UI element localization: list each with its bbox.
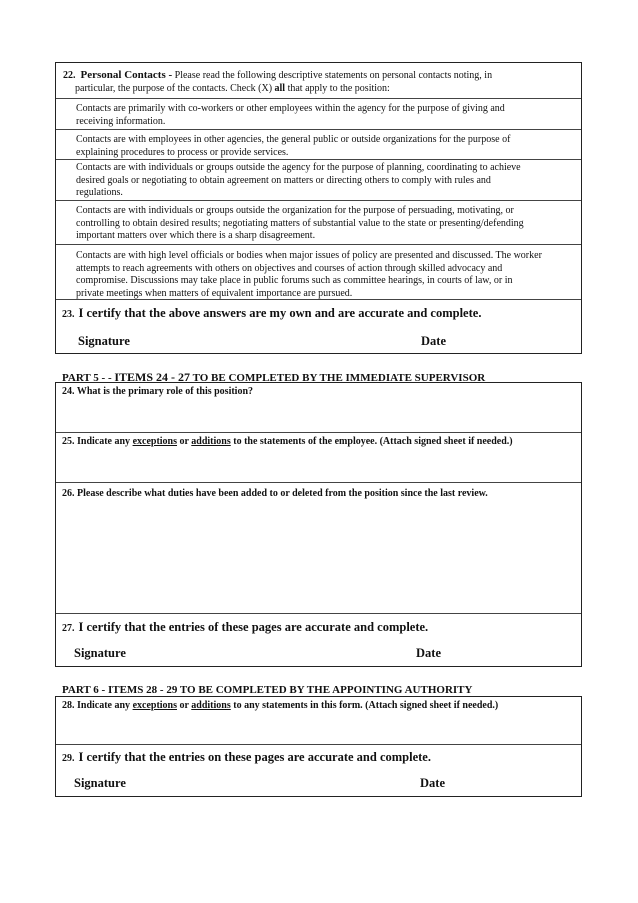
part5-heading: PART 5 - - ITEMS 24 - 27 TO BE COMPLETED BY THE IMMEDIATE SUPERVISOR [62, 370, 486, 384]
q23-number: 23. [62, 309, 75, 320]
contact-option-text: Contacts are with individuals or groups outside the organization for the purpose of persuading, motivating, or controlling to obtain desired results; negotiating matters of substantial value to the state or presenting/defending important matters over which there is a sharp disagreement. [76, 205, 524, 241]
q28-label: 28. Indicate any exceptions or additions to any statements in this form. (Attach signed sheet if needed.) [62, 700, 499, 711]
q28-field[interactable] [56, 697, 581, 744]
q24-label: 24. What is the primary role of this position? [62, 386, 254, 397]
contact-option-text: Contacts are with high level officials or bodies when major issues of policy are presented and discussed. The worker attempts to reach agreements with others on objectives and courses of action through skilled advocacy and compromise. Discussions may take place in public forums such as committee hearings, in courts of law, or in private meetings when matters of equivalent importance are pursued. [76, 250, 542, 299]
personal-contacts-section [55, 62, 582, 354]
contact-option-3[interactable] [56, 159, 581, 200]
q26-label: 26. Please describe what duties have been added to or deleted from the position since the last review. [62, 488, 488, 499]
q23-signature-label: Signature [78, 334, 130, 348]
contact-option-text: Contacts are with individuals or groups outside the agency for the purpose of planning, coordinating to achieve desired goals or negotiating to obtain agreement on matters or directing others to comply with rules and regulations. [76, 162, 521, 198]
q29-number: 29. [62, 753, 75, 764]
q27-text: I certify that the entries of these pages are accurate and complete. [78, 620, 429, 634]
q23-date-label: Date [421, 334, 446, 348]
contact-option-text: Contacts are primarily with co-workers or other employees within the agency for the purpose of giving and receiving information. [76, 103, 505, 127]
q25-field[interactable] [56, 432, 581, 482]
q22-header [63, 69, 575, 95]
contact-option-text: Contacts are with employees in other agencies, the general public or outside organizations for the purpose of explaining procedures to process or provide services. [76, 134, 511, 158]
q23-text: I certify that the above answers are my own and are accurate and complete. [78, 306, 482, 320]
q29-signature-label: Signature [74, 776, 126, 790]
appointing-authority-section [55, 696, 582, 797]
q29-text: I certify that the entries on these pages are accurate and complete. [78, 750, 431, 764]
part6-heading: PART 6 - ITEMS 28 - 29 TO BE COMPLETED BY THE APPOINTING AUTHORITY [62, 684, 473, 696]
q22-number: 22. [63, 70, 76, 81]
q29-certification [56, 744, 581, 797]
q22-intro-a: Please read the following descriptive statements on personal contacts noting, in [174, 70, 493, 81]
q22-intro-all: all [274, 82, 286, 94]
q27-signature-label: Signature [74, 646, 126, 660]
contact-option-5[interactable] [56, 244, 581, 299]
q29-date-label: Date [420, 776, 445, 790]
q27-certification [56, 613, 581, 667]
q27-date-label: Date [416, 646, 441, 660]
q22-title: Personal Contacts - [80, 69, 173, 81]
q25-label: 25. Indicate any exceptions or additions to the statements of the employee. (Attach signed sheet if needed.) [62, 436, 513, 447]
q23-certification [56, 299, 581, 354]
q22-intro-c: that apply to the position: [285, 82, 390, 94]
q26-field[interactable] [56, 482, 581, 613]
q24-field[interactable] [56, 383, 581, 432]
supervisor-section [55, 382, 582, 667]
q22-intro-b: particular, the purpose of the contacts. Check (X) [75, 82, 275, 94]
contact-option-2[interactable] [56, 129, 581, 159]
contact-option-1[interactable] [56, 98, 581, 129]
contact-option-4[interactable] [56, 200, 581, 244]
q27-number: 27. [62, 623, 75, 634]
